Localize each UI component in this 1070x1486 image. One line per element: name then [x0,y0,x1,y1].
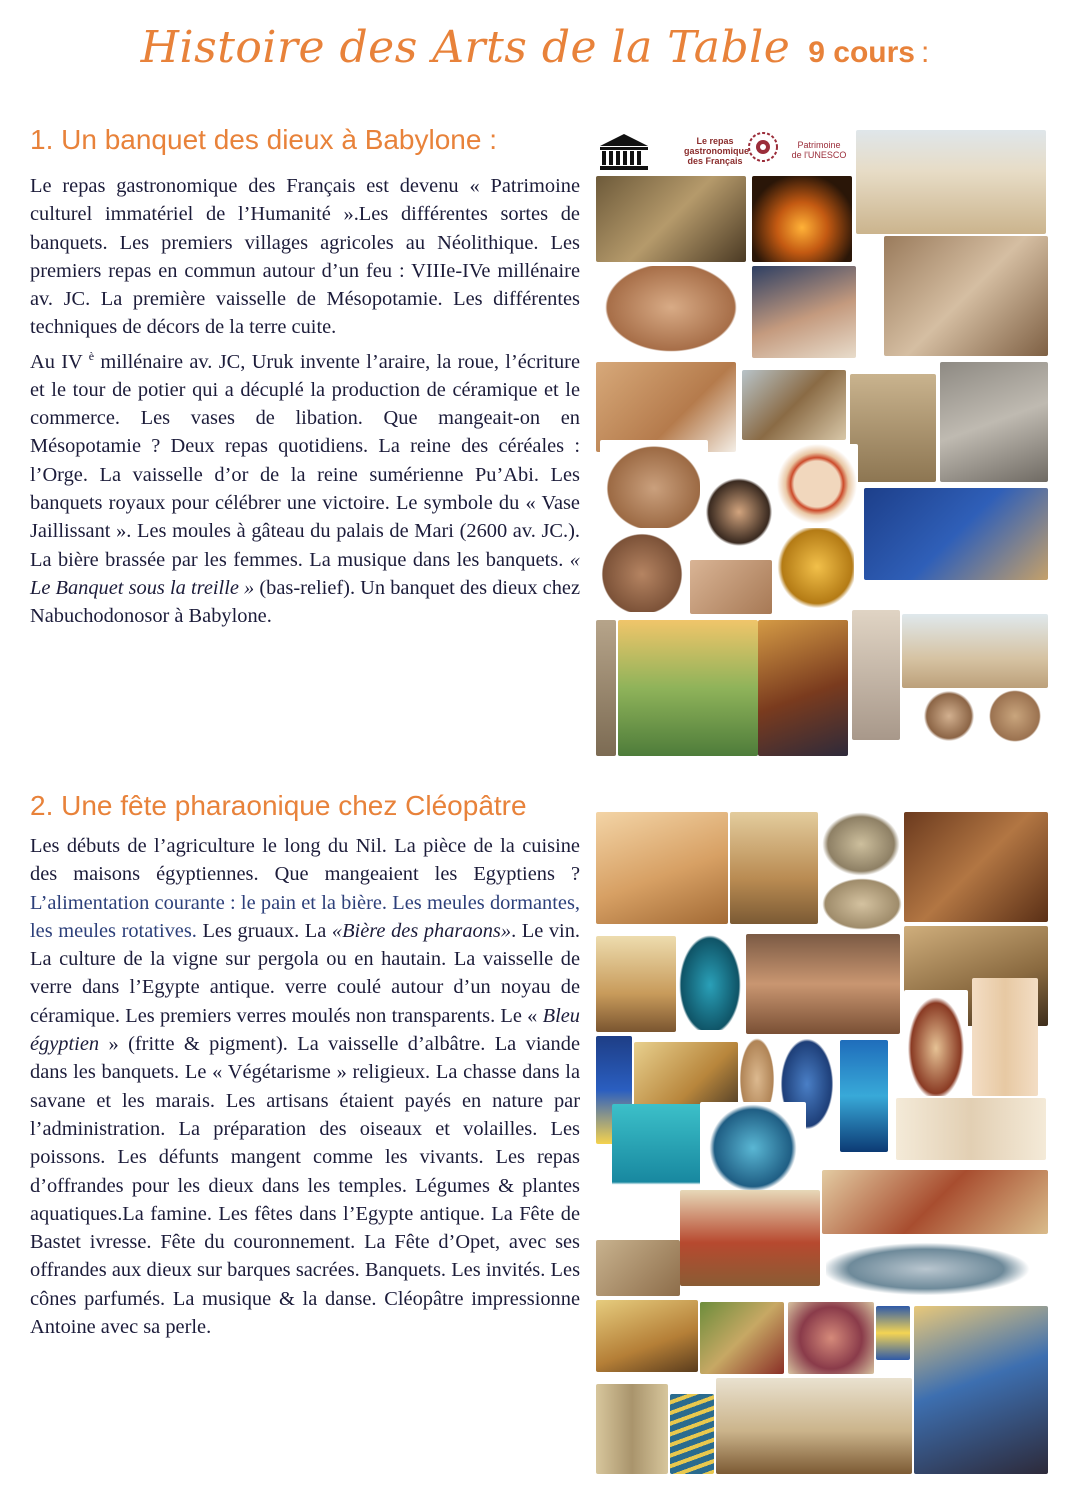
turquoise-glass-image [840,1040,888,1152]
ribbed-pot-image [596,528,688,612]
potter-sepia-image [884,236,1048,356]
nebuchadnezzar-image [758,620,848,756]
standard-of-ur-image [864,488,1048,580]
glass-jar-image [876,1306,910,1360]
unesco-logo [596,132,652,172]
section1-sup: è [88,348,95,363]
fire-meal-image [752,176,852,262]
neolithic-village-image [596,176,746,262]
clay-jars-image [746,934,900,1034]
patrimoine-line2: de l'UNESCO [791,150,847,160]
mari-mould-image [690,560,772,614]
brewing-painting-image [680,1190,820,1286]
repas-logo-text [684,136,750,166]
gold-cup-image [772,528,854,614]
ibex-vase-image [700,472,778,552]
painted-jug-image [600,440,708,528]
section2-text-c: . Le vin. La culture de la vigne sur pergola ou en hautain. La vaisselle de verre dans l’Egypte antique. verre coulé autour d’un noyau de céramique. Les premiers verres moulés non transparents. Le « [30,919,580,1027]
section2-text-blue: L’alimentation courante : le pain et la bière. Les meules dormantes, les meules rotatives. [30,891,580,942]
tomb-painting-image [596,936,676,1032]
mullet-fish-image [826,1238,1048,1300]
section1-text-a: Le repas gastronomique des Français est devenu « Patrimoine culturel immatériel de l’Humanité ».Les différentes sortes de banquets. Les premiers villages agricoles au Néolithique. Les premiers repas en commun autour d’un feu : VIIIe-IVe millénaire av. JC. La première vaisselle de Mésopotamie. Les différentes techniques de décors de la terre cuite. [30,175,580,339]
uruk-house-model-image [596,362,736,452]
course-count: 9 cours [808,36,915,69]
striped-glass-fish-image [670,1394,714,1474]
section1-text-b: millénaire av. JC, Uruk invente l’araire, la roue, l’écriture et le tour de potier qui a décuplé la production de céramique et le commerce. Les vases de libation. Que mangeait-on en Mésopotamie ? Deux repas quotidiens. La reine des céréales : l’Orge. La vaisselle d’or de la reine sumérienne Pu’Abi. Les banquets royaux pour célébrer une victoire. Le symbole du « Vase Jaillissant ». Les moules à gâteau du palais de Mari (2600 av. JC.). La bière brassée par les femmes. La musique dans les banquets. [30,350,580,571]
alabaster-vessels-image [896,1098,1046,1160]
lotus-bowl-image [700,1102,806,1194]
repas-line2: gastronomique [684,146,750,156]
offering-bearers-image [822,1170,1048,1234]
title-script: Histoire des Arts de la Table [140,22,791,73]
section1-text-b-pre: Au IV [30,350,89,373]
temple-columns-image [596,1384,668,1474]
lamassu-image [596,620,616,756]
page-title [0,22,1070,73]
blue-amphora-image [676,930,744,1030]
patrimoine-emblem-icon [746,130,780,164]
rotary-mill-image [822,878,902,930]
section1-text [30,172,580,631]
section2-heading: 2. Une fête pharaonique chez Cléopâtre [30,790,527,821]
section1-italic: « Le Banquet sous la treille » [30,548,580,599]
bird-hunt-image [596,1300,698,1372]
painted-bowl-image [596,266,746,358]
patrimoine-line1: Patrimoine [797,140,841,150]
cake-mould-image [984,690,1046,742]
cleopatra-image [914,1306,1048,1474]
assyrian-bas-relief-image [940,362,1048,482]
banquet-guests-image [716,1378,912,1474]
repas-line1: Le repas [696,136,734,146]
section2-text [30,832,580,1341]
painted-vase-image [904,990,968,1096]
priests-offering-image [596,1240,680,1296]
title-colon: : [920,36,930,69]
hanging-gardens-image [618,620,758,756]
quern-stone-image [822,812,900,876]
figs-image [788,1302,874,1374]
pottery-decoration-image [752,266,856,358]
bread-loaves-image [904,812,1048,922]
palace-plan-image [902,614,1048,688]
priest-statue-image [852,610,900,740]
section2-text-a: Les débuts de l’agriculture le long du Nil. La pièce de la cuisine des maisons égyptiennes. Que mangeaient les Egyptiens ? [30,835,580,886]
section2-text-b: Les gruaux. La [196,919,332,942]
section2-italic2: Bleu égyptien [30,1004,580,1056]
bread-painting-image [730,812,818,924]
alabaster-column-image [972,978,1038,1096]
section1-text-b-end: (bas-relief). Un banquet des dieux chez Nabuchodonosor à Babylone. [30,576,581,628]
section1-heading: 1. Un banquet des dieux à Babylone : [30,124,498,155]
sumerian-statue-image [850,374,936,482]
repas-line3: des Français [687,156,743,166]
egyptian-house-image [596,812,728,924]
patrimoine-logo-text [786,140,852,160]
clay-dish-image [918,690,980,742]
section2-italic1: «Bière des pharaons» [331,919,512,942]
winged-bull-relief-image [742,370,846,440]
vegetables-image [700,1302,784,1374]
scorpion-plate-image [776,444,858,524]
mud-brick-village-image [856,130,1046,234]
section2-text-d: » (fritte & pigment). La vaisselle d’albâtre. La viande dans les banquets. Le « Végétarisme » religieux. La chasse dans la savane et les marais. Les artisans étaient payés en nature par l’administration. La préparation des oiseaux et volailles. Les poissons. Les défunts mangent comme les vivants. Les repas d’offrandes pour les dieux dans les temples. Légumes & plantes aquatiques.La famine. Les fêtes dans l’Egypte antique. La Fête de Bastet ivresse. Fête du couronnement. La Fête d’Opet, avec ses offrandes aux dieux sur barques sacrées. Banquets. Les invités. Les cônes parfumés. La musique & la danse. Cléopâtre impressionne Antoine avec sa perle. [30,1033,580,1339]
